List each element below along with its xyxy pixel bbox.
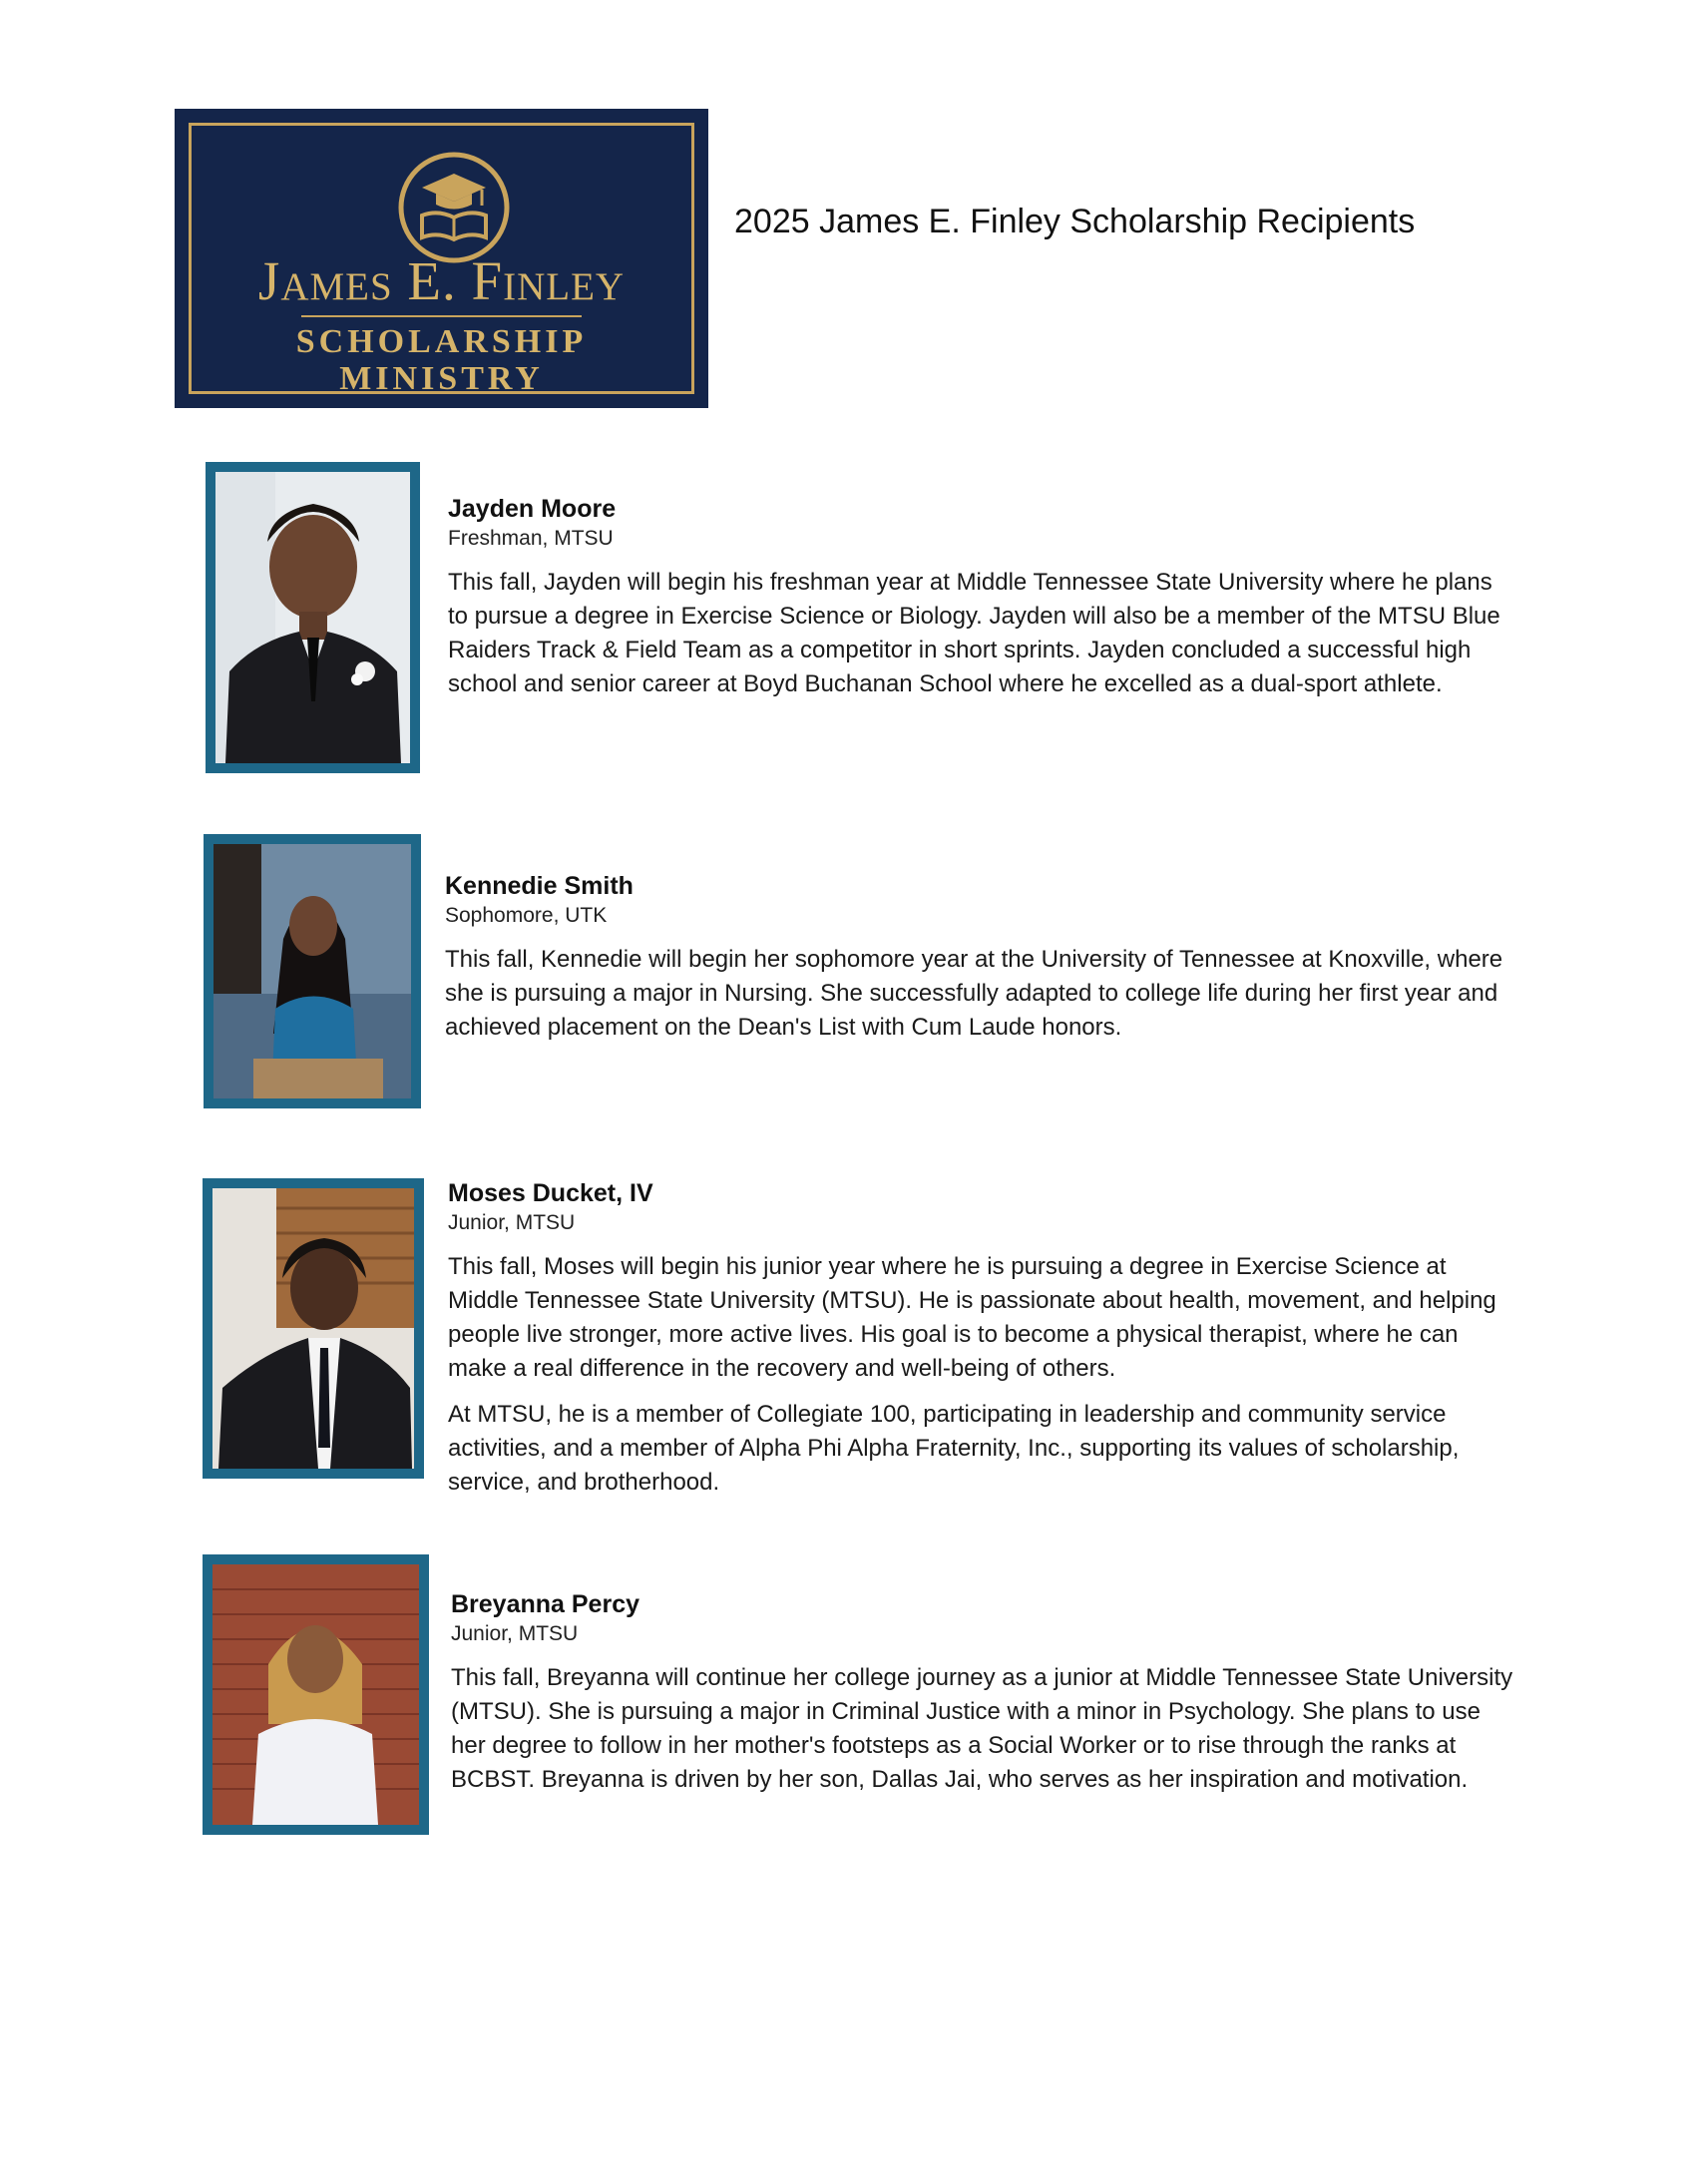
recipient-info — [448, 1178, 1515, 1512]
recipient-level: Sophomore, UTK — [445, 904, 608, 927]
recipient-bio: This fall, Jayden will begin his freshman year at Middle Tennessee State University where he plans to pursue a degree in Exercise Science or Biology. Jayden will also be a member of the MTSU Blue Raiders Track & Field Team as a competitor in short sprints. Jayden concluded a successful high school and senior career at Boyd Buchanan School where he excelled as a dual-sport athlete. — [448, 569, 1500, 697]
portrait-image — [212, 1564, 419, 1825]
recipient-name: Kennedie Smith — [445, 872, 634, 900]
page-title: 2025 James E. Finley Scholarship Recipients — [734, 203, 1416, 240]
logo-divider — [301, 315, 582, 317]
recipient-bio: This fall, Kennedie will begin her sophomore year at the University of Tennessee at Knoxville, where she is pursuing a major in Nursing. She successfully adapted to college life during her first year and achieved placement on the Dean's List with Cum Laude honors. — [445, 946, 1503, 1041]
portrait-image — [215, 472, 410, 763]
portrait-image — [212, 1188, 414, 1469]
recipient-level: Junior, MTSU — [451, 1622, 579, 1645]
recipient-bio: At MTSU, he is a member of Collegiate 100, participating in leadership and community service activities, and a member of Alpha Phi Alpha Fraternity, Inc., supporting its values of scholarship, service, and brotherhood. — [448, 1401, 1460, 1496]
logo-name: James E. Finley — [257, 250, 626, 311]
recipient-info — [451, 1589, 1518, 1809]
logo-subtitle-2: MINISTRY — [339, 360, 544, 397]
recipient-name: Jayden Moore — [448, 495, 617, 523]
recipient-name: Breyanna Percy — [451, 1590, 640, 1618]
recipient-photo — [206, 462, 420, 773]
recipient-level: Freshman, MTSU — [448, 527, 614, 550]
recipient-info — [448, 494, 1515, 713]
recipient-bio: This fall, Breyanna will continue her college journey as a junior at Middle Tennessee State University (MTSU). She is pursuing a major in Criminal Justice with a minor in Psychology. She plans to use her degree to follow in her mother's footsteps as a Social Worker or to rise through the ranks at BCBST. Breyanna is driven by her son, Dallas Jai, who serves as her inspiration and motivation. — [451, 1664, 1513, 1793]
logo-subtitle-1: SCHOLARSHIP — [295, 323, 588, 360]
recipient-name: Moses Ducket, IV — [448, 1179, 653, 1207]
portrait-image — [213, 844, 411, 1098]
recipient-info — [445, 871, 1522, 1057]
recipient-photo — [204, 834, 421, 1108]
scholarship-logo — [175, 109, 708, 408]
recipient-level: Junior, MTSU — [448, 1211, 576, 1234]
recipient-photo — [203, 1554, 429, 1835]
recipient-bio: This fall, Moses will begin his junior year where he is pursuing a degree in Exercise Science at Middle Tennessee State University (MTSU). He is passionate about health, movement, and helping people live stronger, more active lives. His goal is to become a physical therapist, where he can make a real difference in the recovery and well-being of others. — [448, 1253, 1496, 1382]
graduation-cap-book-icon — [396, 150, 512, 265]
logo-border — [189, 123, 694, 397]
recipient-photo — [203, 1178, 424, 1479]
